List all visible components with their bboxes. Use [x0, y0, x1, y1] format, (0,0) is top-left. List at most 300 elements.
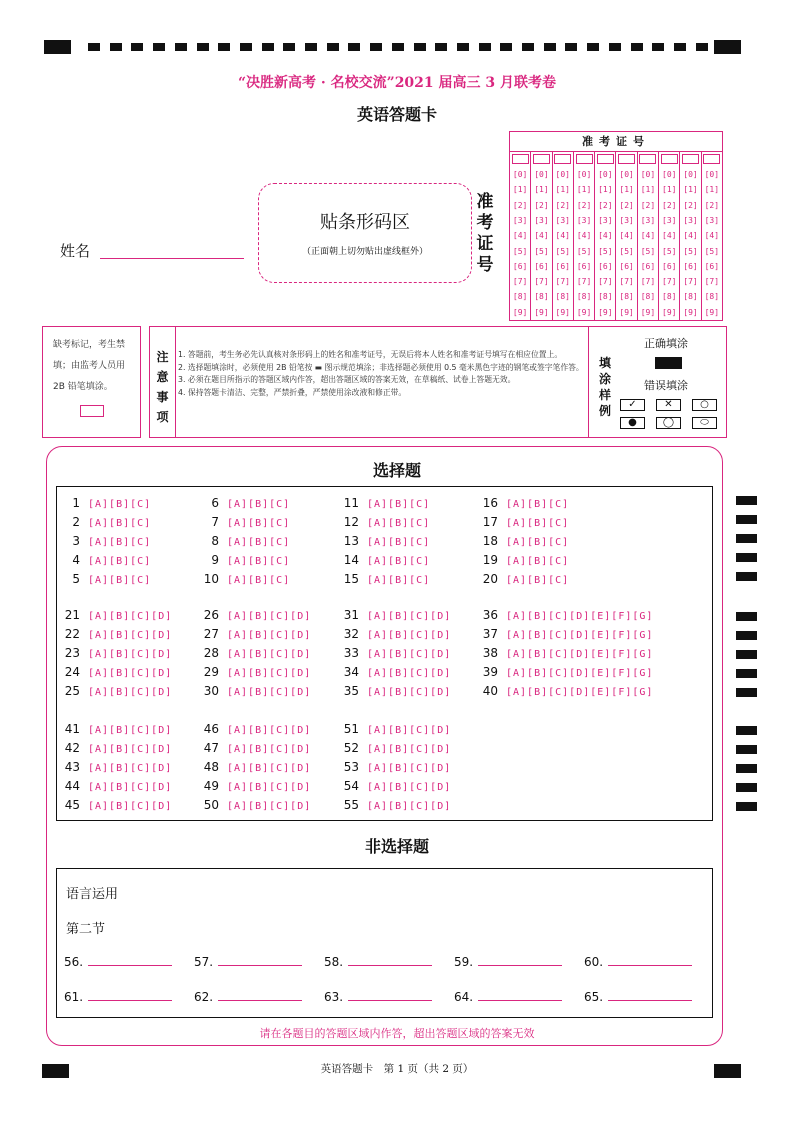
question-number: 43 — [64, 760, 80, 774]
timing-mark — [348, 43, 360, 51]
question-number: 21 — [64, 608, 80, 622]
timing-mark — [44, 40, 71, 54]
answer-options[interactable]: [A][B][C][D] — [88, 744, 173, 755]
question-number: 44 — [64, 779, 80, 793]
exam-number-bubble[interactable]: [8] — [576, 292, 592, 302]
answer-options[interactable]: [A][B][C] — [506, 575, 570, 586]
exam-number-bubble[interactable]: [7] — [598, 277, 613, 287]
answer-options[interactable]: [A][B][C][D] — [88, 630, 173, 641]
blank-line[interactable] — [608, 955, 692, 966]
answer-options[interactable]: [A][B][C][D] — [227, 668, 312, 679]
question-row — [480, 553, 569, 567]
exam-number-bubble[interactable]: [2] — [555, 200, 570, 210]
exam-number-column — [595, 152, 616, 320]
timing-mark — [736, 496, 757, 505]
answer-options[interactable]: [A][B][C][D] — [227, 687, 312, 698]
blank-number: 60. — [584, 955, 604, 969]
exam-number-bubble[interactable]: [8] — [662, 292, 677, 302]
question-row — [341, 627, 451, 641]
blank-line[interactable] — [218, 990, 302, 1001]
exam-number-write-box[interactable] — [661, 154, 678, 164]
exam-number-bubble[interactable]: [3] — [555, 215, 570, 225]
question-number: 9 — [211, 553, 219, 567]
answer-options[interactable]: [A][B][C] — [367, 518, 431, 529]
question-number: 53 — [343, 760, 359, 774]
blank-answer — [324, 955, 432, 969]
exam-number-bubble[interactable]: [2] — [640, 200, 656, 210]
question-row — [62, 646, 172, 660]
question-number: 19 — [482, 553, 498, 567]
answer-options[interactable]: [A][B][C] — [227, 537, 291, 548]
blank-number: 56. — [64, 955, 84, 969]
notes-panel — [149, 326, 727, 438]
answer-options[interactable]: [A][B][C][D][E][F][G] — [506, 668, 654, 679]
blank-answer — [64, 955, 172, 969]
answer-options[interactable]: [A][B][C] — [88, 575, 152, 586]
exam-number-bubble[interactable]: [3] — [576, 215, 592, 225]
exam-number-bubble[interactable]: [7] — [555, 277, 570, 287]
blank-line[interactable] — [478, 955, 562, 966]
exam-number-bubble[interactable]: [7] — [683, 277, 698, 287]
note-item: 1. 答题前，考生务必先认真核对条形码上的姓名和准考证号，无误后将本人姓名和准考证号填写在相应位置上。 — [178, 350, 563, 359]
answer-options[interactable]: [A][B][C][D] — [88, 801, 173, 812]
question-row — [480, 608, 653, 622]
question-number: 34 — [343, 665, 359, 679]
question-row — [341, 684, 451, 698]
exam-number-bubble[interactable]: [4] — [619, 231, 634, 241]
exam-number-bubble[interactable]: [4] — [662, 231, 677, 241]
exam-number-bubble[interactable]: [9] — [662, 307, 677, 317]
answer-options[interactable]: [A][B][C][D][E][F][G] — [506, 649, 654, 660]
question-number: 14 — [343, 553, 359, 567]
absent-mark-box[interactable] — [80, 405, 104, 417]
question-number: 50 — [203, 798, 219, 812]
question-row — [62, 534, 151, 548]
exam-number-label — [474, 192, 496, 276]
exam-number-bubble[interactable]: [6] — [662, 261, 677, 271]
circle-icon: ○ — [692, 399, 717, 411]
timing-mark — [522, 43, 534, 51]
name-field[interactable] — [100, 258, 244, 259]
exam-number-bubble[interactable]: [6] — [619, 261, 634, 271]
exam-number-bubble[interactable]: [5] — [555, 246, 570, 256]
exam-number-bubble[interactable]: [7] — [619, 277, 634, 287]
exam-number-bubble[interactable]: [5] — [534, 246, 549, 256]
exam-number-write-box[interactable] — [512, 154, 529, 164]
exam-number-bubble[interactable]: [0] — [619, 170, 634, 180]
exam-number-bubble[interactable]: [1] — [555, 185, 570, 195]
exam-number-bubble[interactable]: [6] — [534, 261, 549, 271]
answer-options[interactable]: [A][B][C][D] — [227, 782, 312, 793]
exam-number-bubble[interactable]: [2] — [512, 200, 528, 210]
answer-options[interactable]: [A][B][C][D] — [367, 744, 452, 755]
exam-number-bubble[interactable]: [1] — [534, 185, 549, 195]
exam-number-bubble[interactable]: [5] — [662, 246, 677, 256]
question-number: 31 — [343, 608, 359, 622]
exam-number-write-box[interactable] — [618, 154, 635, 164]
exam-number-bubble[interactable]: [5] — [598, 246, 613, 256]
exam-number-bubble[interactable]: [8] — [619, 292, 634, 302]
question-row — [341, 572, 430, 586]
answer-options[interactable]: [A][B][C] — [367, 575, 431, 586]
answer-options[interactable]: [A][B][C] — [506, 499, 570, 510]
exam-number-bubble[interactable]: [3] — [640, 215, 656, 225]
question-number: 46 — [203, 722, 219, 736]
answer-options[interactable]: [A][B][C] — [506, 556, 570, 567]
answer-options[interactable]: [A][B][C][D] — [88, 725, 173, 736]
answer-options[interactable]: [A][B][C] — [367, 556, 431, 567]
answer-options[interactable]: [A][B][C][D] — [227, 725, 312, 736]
exam-number-bubble[interactable]: [3] — [704, 215, 720, 225]
exam-number-bubble[interactable]: [4] — [576, 231, 592, 241]
check-icon: ✓ — [620, 399, 645, 411]
answer-options[interactable]: [A][B][C] — [88, 518, 152, 529]
blank-line[interactable] — [88, 990, 172, 1001]
exam-number-bubble[interactable]: [3] — [512, 215, 528, 225]
answer-options[interactable]: [A][B][C][D] — [367, 801, 452, 812]
answer-options[interactable]: [A][B][C][D] — [367, 668, 452, 679]
timing-mark — [175, 43, 187, 51]
blank-answer — [454, 990, 562, 1004]
exam-number-column — [616, 152, 637, 320]
exam-number-bubble[interactable]: [4] — [704, 231, 720, 241]
exam-number-label-char: 号 — [476, 255, 494, 275]
answer-options[interactable]: [A][B][C][D] — [227, 630, 312, 641]
exam-number-bubble[interactable]: [0] — [683, 170, 698, 180]
answer-options[interactable]: [A][B][C][D] — [227, 611, 312, 622]
exam-number-columns — [510, 152, 722, 320]
question-row — [341, 665, 451, 679]
exam-number-column — [638, 152, 659, 320]
exam-number-write-box[interactable] — [554, 154, 571, 164]
exam-number-bubble[interactable]: [1] — [704, 185, 720, 195]
answer-options[interactable]: [A][B][C] — [88, 499, 152, 510]
exam-number-bubble[interactable]: [0] — [640, 170, 656, 180]
answer-options[interactable]: [A][B][C] — [227, 575, 291, 586]
exam-number-grid — [509, 131, 723, 321]
question-row — [480, 646, 653, 660]
question-row — [62, 760, 172, 774]
exam-number-bubble[interactable]: [3] — [662, 215, 677, 225]
question-row — [201, 741, 311, 755]
blank-number: 57. — [194, 955, 214, 969]
fill-example-label — [594, 355, 616, 419]
answer-options[interactable]: [A][B][C][D] — [227, 763, 312, 774]
exam-number-bubble[interactable]: [9] — [534, 307, 549, 317]
exam-number-bubble[interactable]: [7] — [662, 277, 677, 287]
question-row — [480, 496, 569, 510]
exam-number-bubble[interactable]: [8] — [512, 292, 528, 302]
answer-options[interactable]: [A][B][C][D][E][F][G] — [506, 687, 654, 698]
question-number: 6 — [211, 496, 219, 510]
answer-options[interactable]: [A][B][C][D] — [88, 668, 173, 679]
exam-number-write-box[interactable] — [639, 154, 656, 164]
exam-number-bubble[interactable]: [7] — [512, 277, 528, 287]
answer-options[interactable]: [A][B][C] — [506, 537, 570, 548]
answer-options[interactable]: [A][B][C][D] — [227, 744, 312, 755]
answer-options[interactable]: [A][B][C][D] — [88, 611, 173, 622]
blank-line[interactable] — [478, 990, 562, 1001]
question-row — [201, 646, 311, 660]
timing-mark — [88, 43, 100, 51]
answer-options[interactable]: [A][B][C][D] — [367, 630, 452, 641]
exam-number-bubble[interactable]: [0] — [555, 170, 570, 180]
exam-number-bubble[interactable]: [5] — [512, 246, 528, 256]
question-row — [201, 572, 290, 586]
timing-mark — [696, 43, 708, 51]
exam-number-bubble[interactable]: [3] — [534, 215, 549, 225]
answer-options[interactable]: [A][B][C] — [88, 537, 152, 548]
question-number: 54 — [343, 779, 359, 793]
question-number: 33 — [343, 646, 359, 660]
blank-line[interactable] — [608, 990, 692, 1001]
question-number: 25 — [64, 684, 80, 698]
exam-number-bubble[interactable]: [6] — [512, 261, 528, 271]
question-row — [201, 665, 311, 679]
exam-number-bubble[interactable]: [1] — [512, 185, 528, 195]
exam-number-bubble[interactable]: [0] — [662, 170, 677, 180]
timing-mark — [131, 43, 143, 51]
answer-options[interactable]: [A][B][C][D] — [367, 649, 452, 660]
question-number: 55 — [343, 798, 359, 812]
cross-icon: ✕ — [656, 399, 681, 411]
fill-label-char: 样 — [598, 388, 611, 402]
question-row — [201, 779, 311, 793]
exam-number-bubble[interactable]: [2] — [598, 200, 613, 210]
answer-options[interactable]: [A][B][C][D] — [367, 782, 452, 793]
exam-number-bubble[interactable]: [5] — [576, 246, 592, 256]
exam-number-write-box[interactable] — [597, 154, 614, 164]
filled-dot-icon: ● — [620, 417, 645, 429]
blank-line[interactable] — [88, 955, 172, 966]
exam-number-bubble[interactable]: [2] — [704, 200, 720, 210]
answer-options[interactable]: [A][B][C][D][E][F][G] — [506, 611, 654, 622]
note-item: 3. 必须在题目所指示的答题区域内作答，超出答题区域的答案无效，在草稿纸、试卷上答题无效。 — [178, 375, 516, 384]
timing-mark — [262, 43, 274, 51]
exam-number-bubble[interactable]: [2] — [662, 200, 677, 210]
question-number: 39 — [482, 665, 498, 679]
exam-number-column — [680, 152, 701, 320]
exam-number-bubble[interactable]: [9] — [640, 307, 656, 317]
exam-number-bubble[interactable]: [8] — [704, 292, 720, 302]
question-number: 24 — [64, 665, 80, 679]
exam-number-bubble[interactable]: [3] — [619, 215, 634, 225]
exam-number-bubble[interactable]: [8] — [640, 292, 656, 302]
question-row — [62, 665, 172, 679]
exam-number-bubble[interactable]: [5] — [704, 246, 720, 256]
exam-number-bubble[interactable]: [6] — [598, 261, 613, 271]
exam-number-bubble[interactable]: [8] — [683, 292, 698, 302]
exam-number-bubble[interactable]: [0] — [512, 170, 528, 180]
question-number: 2 — [72, 515, 80, 529]
exam-number-bubble[interactable]: [9] — [555, 307, 570, 317]
timing-mark — [479, 43, 491, 51]
question-row — [341, 741, 451, 755]
exam-number-bubble[interactable]: [5] — [619, 246, 634, 256]
exam-number-bubble[interactable]: [3] — [598, 215, 613, 225]
answer-options[interactable]: [A][B][C] — [227, 556, 291, 567]
answer-options[interactable]: [A][B][C][D] — [88, 687, 173, 698]
question-number: 26 — [203, 608, 219, 622]
timing-mark — [218, 43, 230, 51]
answer-options[interactable]: [A][B][C] — [88, 556, 152, 567]
answer-options[interactable]: [A][B][C][D] — [367, 687, 452, 698]
exam-number-bubble[interactable]: [1] — [683, 185, 698, 195]
exam-number-bubble[interactable]: [4] — [640, 231, 656, 241]
question-row — [341, 496, 430, 510]
answer-options[interactable]: [A][B][C][D] — [367, 763, 452, 774]
exam-number-bubble[interactable]: [6] — [704, 261, 720, 271]
timing-mark — [736, 534, 757, 543]
exam-number-bubble[interactable]: [0] — [534, 170, 549, 180]
exam-number-bubble[interactable]: [0] — [576, 170, 592, 180]
timing-mark — [736, 802, 757, 811]
oval-icon: ◯ — [656, 417, 681, 429]
exam-number-bubble[interactable]: [9] — [683, 307, 698, 317]
blank-line[interactable] — [218, 955, 302, 966]
exam-number-column — [510, 152, 531, 320]
answer-options[interactable]: [A][B][C][D] — [227, 649, 312, 660]
notes-label — [150, 327, 176, 437]
question-number: 18 — [482, 534, 498, 548]
notes-label-char: 意 — [156, 370, 169, 384]
exam-number-bubble[interactable]: [6] — [555, 261, 570, 271]
answer-options[interactable]: [A][B][C] — [227, 518, 291, 529]
question-row — [201, 627, 311, 641]
exam-number-bubble[interactable]: [2] — [619, 200, 634, 210]
timing-mark — [587, 43, 599, 51]
exam-number-bubble[interactable]: [4] — [555, 231, 570, 241]
timing-mark — [736, 745, 757, 754]
blank-number: 65. — [584, 990, 604, 1004]
page-footer: 英语答题卡 第 1 页（共 2 页） — [320, 1063, 474, 1075]
notes-divider — [588, 327, 589, 437]
exam-number-bubble[interactable]: [1] — [598, 185, 613, 195]
exam-number-bubble[interactable]: [2] — [576, 200, 592, 210]
blank-number: 58. — [324, 955, 344, 969]
question-row — [201, 553, 290, 567]
question-row — [201, 515, 290, 529]
exam-number-bubble[interactable]: [0] — [598, 170, 613, 180]
blank-line[interactable] — [348, 955, 432, 966]
exam-number-bubble[interactable]: [9] — [704, 307, 720, 317]
exam-number-bubble[interactable]: [7] — [576, 277, 592, 287]
exam-number-bubble[interactable]: [9] — [576, 307, 592, 317]
timing-mark — [631, 43, 643, 51]
answer-options[interactable]: [A][B][C][D] — [88, 782, 173, 793]
exam-number-bubble[interactable]: [8] — [598, 292, 613, 302]
exam-number-write-box[interactable] — [576, 154, 593, 164]
question-number: 5 — [72, 572, 80, 586]
notes-label-char: 项 — [156, 410, 169, 424]
question-row — [201, 534, 290, 548]
exam-number-bubble[interactable]: [4] — [534, 231, 549, 241]
timing-mark — [736, 764, 757, 773]
answer-options[interactable]: [A][B][C][D] — [88, 649, 173, 660]
question-row — [480, 572, 569, 586]
question-number: 51 — [343, 722, 359, 736]
question-number: 52 — [343, 741, 359, 755]
question-number: 42 — [64, 741, 80, 755]
exam-number-write-box[interactable] — [533, 154, 550, 164]
exam-number-bubble[interactable]: [4] — [598, 231, 613, 241]
timing-mark — [435, 43, 447, 51]
exam-number-column — [531, 152, 552, 320]
timing-mark — [736, 553, 757, 562]
exam-number-bubble[interactable]: [4] — [512, 231, 528, 241]
answer-options[interactable]: [A][B][C] — [506, 518, 570, 529]
exam-number-bubble[interactable]: [8] — [555, 292, 570, 302]
answer-options[interactable]: [A][B][C][D] — [227, 801, 312, 812]
exam-number-bubble[interactable]: [5] — [683, 246, 698, 256]
answer-options[interactable]: [A][B][C] — [367, 499, 431, 510]
exam-number-bubble[interactable]: [7] — [534, 277, 549, 287]
exam-number-bubble[interactable]: [7] — [640, 277, 656, 287]
answer-options[interactable]: [A][B][C] — [367, 537, 431, 548]
exam-number-bubble[interactable]: [5] — [640, 246, 656, 256]
answer-options[interactable]: [A][B][C][D] — [367, 611, 452, 622]
exam-number-bubble[interactable]: [4] — [683, 231, 698, 241]
blank-answer — [64, 990, 172, 1004]
blank-answer — [194, 990, 302, 1004]
exam-number-bubble[interactable]: [2] — [534, 200, 549, 210]
question-row — [62, 608, 172, 622]
timing-mark — [197, 43, 209, 51]
name-label: 姓名 — [60, 242, 91, 260]
question-row — [480, 684, 653, 698]
timing-mark — [392, 43, 404, 51]
exam-number-write-box[interactable] — [682, 154, 699, 164]
exam-number-bubble[interactable]: [9] — [598, 307, 613, 317]
blank-line[interactable] — [348, 990, 432, 1001]
exam-number-bubble[interactable]: [6] — [683, 261, 698, 271]
exam-number-bubble[interactable]: [7] — [704, 277, 720, 287]
question-row — [480, 515, 569, 529]
timing-mark — [305, 43, 317, 51]
exam-number-bubble[interactable]: [6] — [640, 261, 656, 271]
timing-mark — [544, 43, 556, 51]
exam-number-bubble[interactable]: [6] — [576, 261, 592, 271]
exam-number-bubble[interactable]: [9] — [512, 307, 528, 317]
question-number: 36 — [482, 608, 498, 622]
exam-number-bubble[interactable]: [1] — [576, 185, 592, 195]
exam-number-label-char: 证 — [476, 234, 494, 254]
timing-mark — [283, 43, 295, 51]
exam-number-write-box[interactable] — [703, 154, 720, 164]
answer-options[interactable]: [A][B][C][D] — [88, 763, 173, 774]
timing-mark — [652, 43, 664, 51]
exam-number-bubble[interactable]: [2] — [683, 200, 698, 210]
note-item: 4. 保持答题卡清洁、完整，严禁折叠，严禁使用涂改液和修正带。 — [178, 387, 407, 397]
exam-number-bubble[interactable]: [1] — [640, 185, 656, 195]
exam-number-bubble[interactable]: [0] — [704, 170, 720, 180]
notes-text — [178, 349, 590, 399]
exam-number-bubble[interactable]: [3] — [683, 215, 698, 225]
question-row — [341, 515, 430, 529]
answer-options[interactable]: [A][B][C][D] — [367, 725, 452, 736]
answer-options[interactable]: [A][B][C] — [227, 499, 291, 510]
blank-number: 64. — [454, 990, 474, 1004]
timing-mark — [500, 43, 512, 51]
exam-number-bubble[interactable]: [1] — [662, 185, 677, 195]
question-number: 47 — [203, 741, 219, 755]
question-number: 22 — [64, 627, 80, 641]
question-row — [341, 760, 451, 774]
exam-number-bubble[interactable]: [8] — [534, 292, 549, 302]
exam-number-bubble[interactable]: [9] — [619, 307, 634, 317]
answer-options[interactable]: [A][B][C][D][E][F][G] — [506, 630, 654, 641]
exam-number-bubble[interactable]: [1] — [619, 185, 634, 195]
